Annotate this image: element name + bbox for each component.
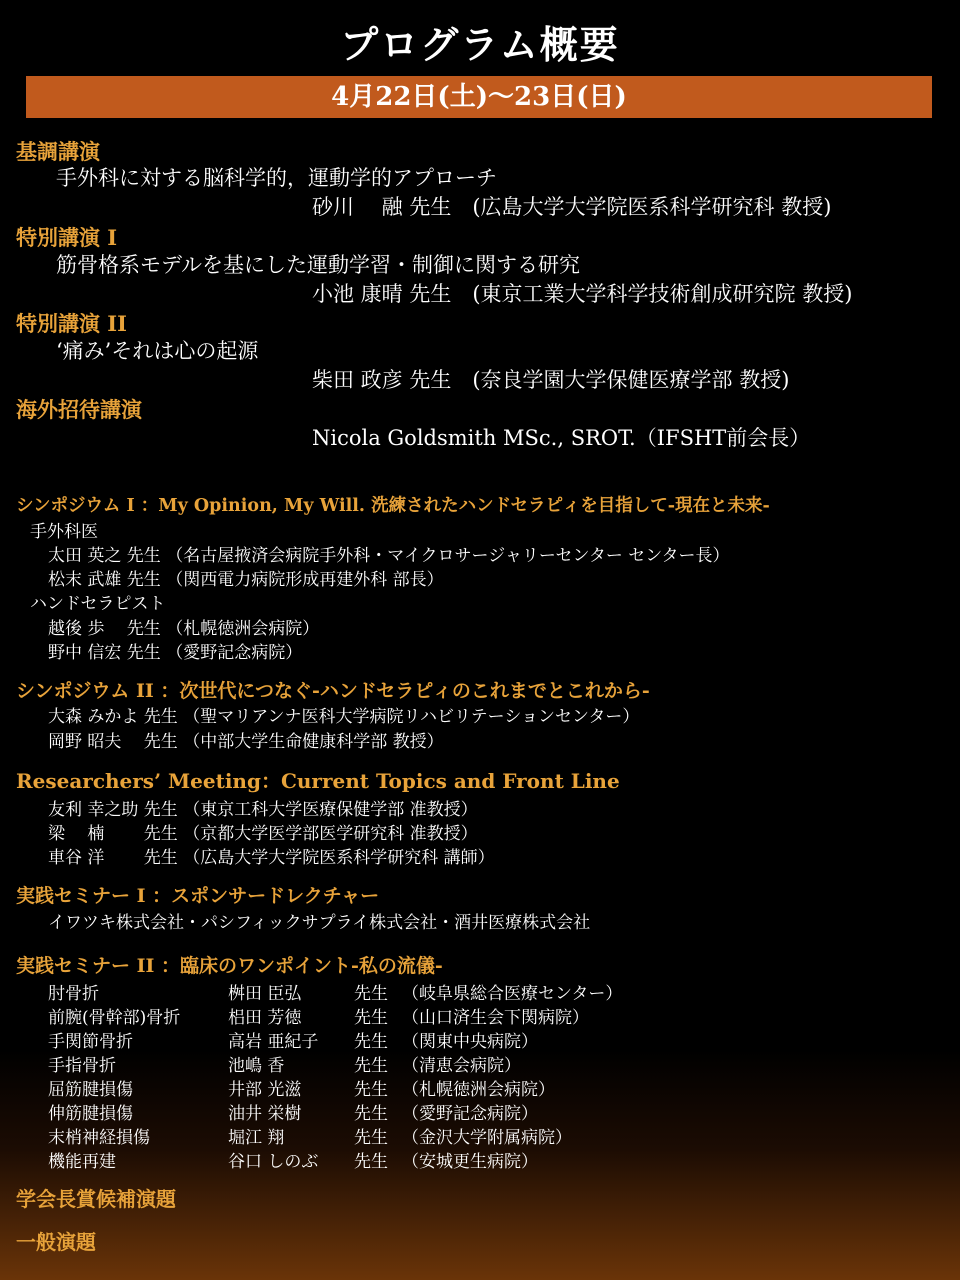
seminar2-title: 先生 <box>354 1056 388 1076</box>
seminar2-topic: 屈筋腱損傷 <box>48 1080 133 1100</box>
symposium2-heading: シンポジウム II ：次世代につなぐ-ハンドセラピィのこれまでとこれから- <box>16 680 650 702</box>
seminar2-topic: 肘骨折 <box>48 984 99 1004</box>
seminar2-inst: （岐阜県総合医療センター） <box>402 984 623 1004</box>
seminar2-topic: 伸筋腱損傷 <box>48 1104 133 1124</box>
keynote-speaker: 砂川 融 先生 (広島大学大学院医系科学研究科 教授) <box>312 195 832 219</box>
seminar2-title: 先生 <box>354 1032 388 1052</box>
researchers-heading: Researchers’ Meeting：Current Topics and Front Line <box>16 769 620 793</box>
seminar2-title: 先生 <box>354 1128 388 1148</box>
keynote-talk: 手外科に対する脳科学的，運動学的アプローチ <box>56 166 497 190</box>
seminar2-inst: （山口済生会下関病院） <box>402 1008 589 1028</box>
overseas-speaker: Nicola Goldsmith MSc., SROT.（IFSHT前会長） <box>312 426 811 450</box>
seminar2-inst: （愛野記念病院） <box>402 1104 538 1124</box>
seminar2-inst: （関東中央病院） <box>402 1032 538 1052</box>
seminar2-inst: （清恵会病院） <box>402 1056 521 1076</box>
seminar2-title: 先生 <box>354 1152 388 1172</box>
seminar2-title: 先生 <box>354 1080 388 1100</box>
seminar2-name: 桝田 臣弘 <box>228 984 302 1004</box>
award-heading: 学会長賞候補演題 <box>16 1187 176 1211</box>
seminar2-name: 堀江 翔 <box>228 1128 285 1148</box>
special1-speaker: 小池 康晴 先生 (東京工業大学科学技術創成研究院 教授) <box>312 282 853 306</box>
seminar2-topic: 前腕(骨幹部)骨折 <box>48 1008 181 1028</box>
seminar2-name: 油井 栄樹 <box>228 1104 302 1124</box>
seminar2-title: 先生 <box>354 984 388 1004</box>
seminar2-inst: （金沢大学附属病院） <box>402 1128 572 1148</box>
seminar1-sponsors: イワツキ株式会社・パシフィックサプライ株式会社・酒井医療株式会社 <box>48 913 591 933</box>
seminar2-inst: （札幌徳洲会病院） <box>402 1080 555 1100</box>
symposium1-group-surgeon: 手外科医 <box>30 522 98 542</box>
researchers-speaker-3: 車谷 洋 先生 （広島大学大学院医系科学研究科 講師） <box>48 848 495 868</box>
seminar2-inst: （安城更生病院） <box>402 1152 538 1172</box>
symposium1-heading: シンポジウム I ：My Opinion, My Will. 洗練されたハンドセラピィを目指して-現在と未来- <box>16 496 770 516</box>
symposium1-speaker-1: 太田 英之 先生 （名古屋掖済会病院手外科・マイクロサージャリーセンター センター長） <box>48 546 730 566</box>
seminar2-title: 先生 <box>354 1104 388 1124</box>
seminar2-name: 井部 光滋 <box>228 1080 302 1100</box>
seminar2-name: 高岩 亜紀子 <box>228 1032 319 1052</box>
overseas-heading: 海外招待講演 <box>16 397 142 422</box>
seminar2-name: 谷口 しのぶ <box>228 1152 319 1172</box>
seminar2-topic: 手関節骨折 <box>48 1032 133 1052</box>
special1-heading: 特別講演 I <box>16 225 118 250</box>
general-heading: 一般演題 <box>16 1230 96 1254</box>
page-title: プログラム概要 <box>340 22 620 67</box>
seminar2-topic: 末梢神経損傷 <box>48 1128 150 1148</box>
seminar2-name: 梠田 芳徳 <box>228 1008 302 1028</box>
seminar1-heading: 実践セミナー I ：スポンサードレクチャー <box>16 885 380 907</box>
special1-talk: 筋骨格系モデルを基にした運動学習・制御に関する研究 <box>56 253 580 277</box>
seminar2-topic: 手指骨折 <box>48 1056 116 1076</box>
symposium2-speaker-1: 大森 みかよ 先生 （聖マリアンナ医科大学病院リハビリテーションセンター） <box>48 707 640 727</box>
symposium1-group-therapist: ハンドセラピスト <box>30 594 166 614</box>
special2-talk: ‘痛み’それは心の起源 <box>56 339 259 363</box>
seminar2-topic: 機能再建 <box>48 1152 116 1172</box>
seminar2-title: 先生 <box>354 1008 388 1028</box>
date-banner: 4月22日(土)〜23日(日) <box>26 76 932 118</box>
researchers-speaker-2: 梁 楠 先生 （京都大学医学部医学研究科 准教授） <box>48 824 478 844</box>
symposium2-speaker-2: 岡野 昭夫 先生 （中部大学生命健康科学部 教授） <box>48 732 444 752</box>
special2-heading: 特別講演 II <box>16 311 127 336</box>
special2-speaker: 柴田 政彦 先生 (奈良学園大学保健医療学部 教授) <box>312 368 790 392</box>
keynote-heading: 基調講演 <box>16 139 100 164</box>
symposium1-speaker-2: 松末 武雄 先生 （関西電力病院形成再建外科 部長） <box>48 570 444 590</box>
symposium1-speaker-4: 野中 信宏 先生 （愛野記念病院） <box>48 643 303 663</box>
symposium1-speaker-3: 越後 歩 先生 （札幌徳洲会病院） <box>48 619 320 639</box>
seminar2-heading: 実践セミナー II ：臨床のワンポイント-私の流儀- <box>16 955 443 977</box>
researchers-speaker-1: 友利 幸之助 先生 （東京工科大学医療保健学部 准教授） <box>48 800 478 820</box>
seminar2-name: 池嶋 香 <box>228 1056 285 1076</box>
